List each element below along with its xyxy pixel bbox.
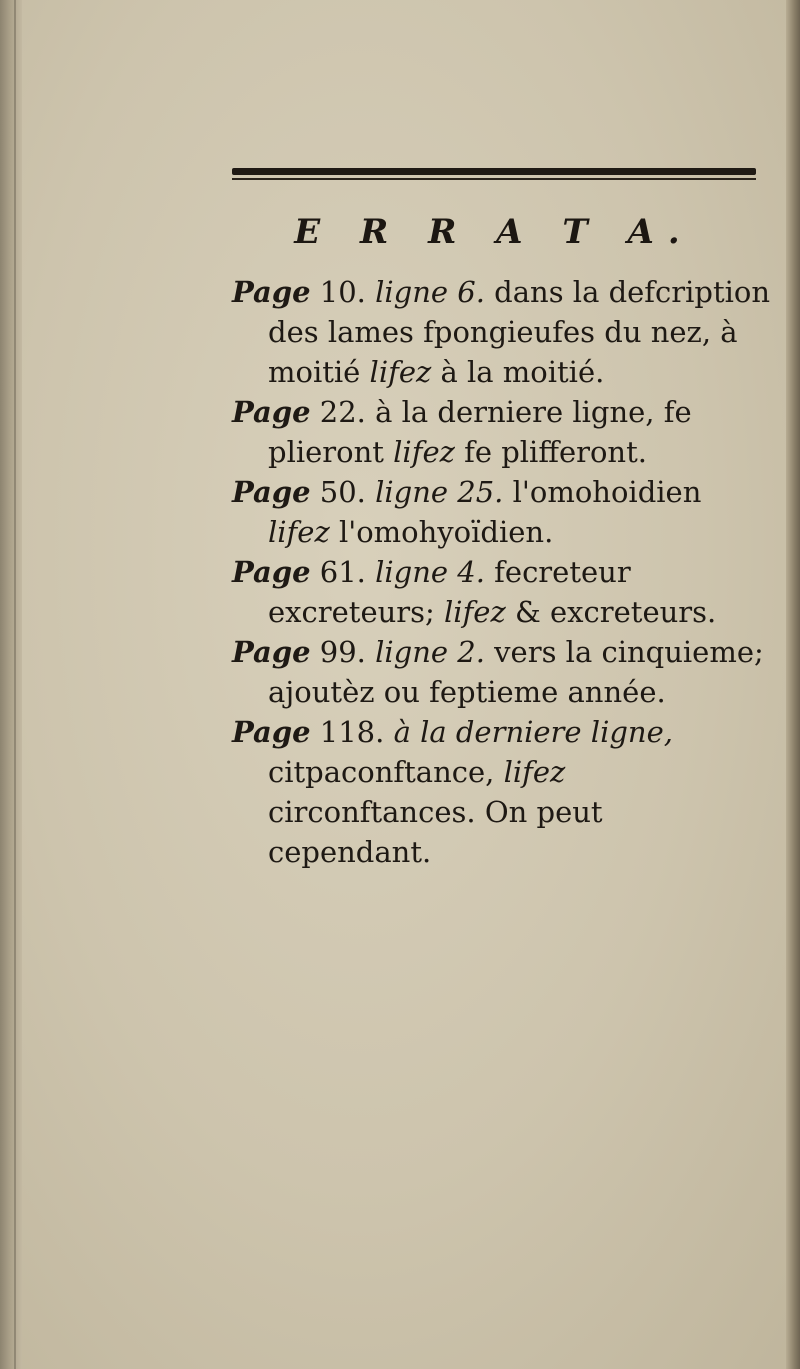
entry-lisez: lifez: [369, 355, 432, 389]
entry-error: l'omohoidien: [512, 475, 702, 509]
entry-correction: fe plifferont.: [464, 435, 647, 469]
entry-line: ligne 6.: [375, 275, 485, 309]
entry-page-label: Page: [232, 475, 311, 509]
binding-crease: [14, 0, 16, 1369]
binding-edge: [0, 0, 22, 1369]
entry-correction: & excreteurs.: [514, 595, 717, 629]
entry-error: à la derniere ligne, fe plieront: [268, 395, 692, 469]
entry-line: ligne 25.: [375, 475, 504, 509]
entry-page-label: Page: [232, 275, 311, 309]
entry-line: ligne 4.: [375, 555, 485, 589]
entry-lisez: lifez: [444, 595, 506, 629]
entry-correction: circonftances. On peut cependant.: [268, 795, 603, 869]
header-rule: [232, 168, 756, 182]
errata-entry: [232, 552, 772, 632]
errata-entry: [232, 272, 772, 392]
header-rule-thin: [232, 178, 756, 180]
entry-lisez: lifez: [503, 755, 566, 789]
entry-page-number: 61.: [319, 555, 366, 589]
entry-error: fecreteur excreteurs;: [268, 555, 631, 629]
errata-entry: [232, 632, 772, 712]
errata-entry: [232, 392, 772, 472]
entry-error: citpaconftance,: [268, 755, 495, 789]
header-rule-thick: [232, 168, 756, 175]
entry-page-label: Page: [232, 715, 311, 749]
entry-lisez: lifez: [393, 435, 455, 469]
errata-entry: [232, 712, 772, 872]
entry-page-number: 50.: [319, 475, 366, 509]
errata-list: [232, 272, 772, 872]
entry-error: dans la defcription des lames fpongieufes du nez, à moitié: [268, 275, 771, 389]
errata-entry: [232, 472, 772, 552]
entry-line: à la derniere ligne,: [393, 715, 673, 749]
entry-page-label: Page: [232, 555, 311, 589]
entry-correction: à la moitié.: [440, 355, 605, 389]
entry-error: vers la cinquieme; ajoutèz ou feptieme année.: [268, 635, 764, 709]
entry-page-number: 99.: [319, 635, 366, 669]
entry-page-number: 22.: [319, 395, 366, 429]
entry-page-number: 118.: [319, 715, 385, 749]
errata-heading: E R R A T A.: [294, 212, 694, 252]
entry-page-number: 10.: [319, 275, 366, 309]
gutter-edge: [786, 0, 800, 1369]
entry-correction: l'omohyoïdien.: [338, 515, 554, 549]
entry-lisez: lifez: [268, 515, 330, 549]
entry-page-label: Page: [232, 635, 311, 669]
entry-line: ligne 2.: [375, 635, 485, 669]
entry-page-label: Page: [232, 395, 311, 429]
